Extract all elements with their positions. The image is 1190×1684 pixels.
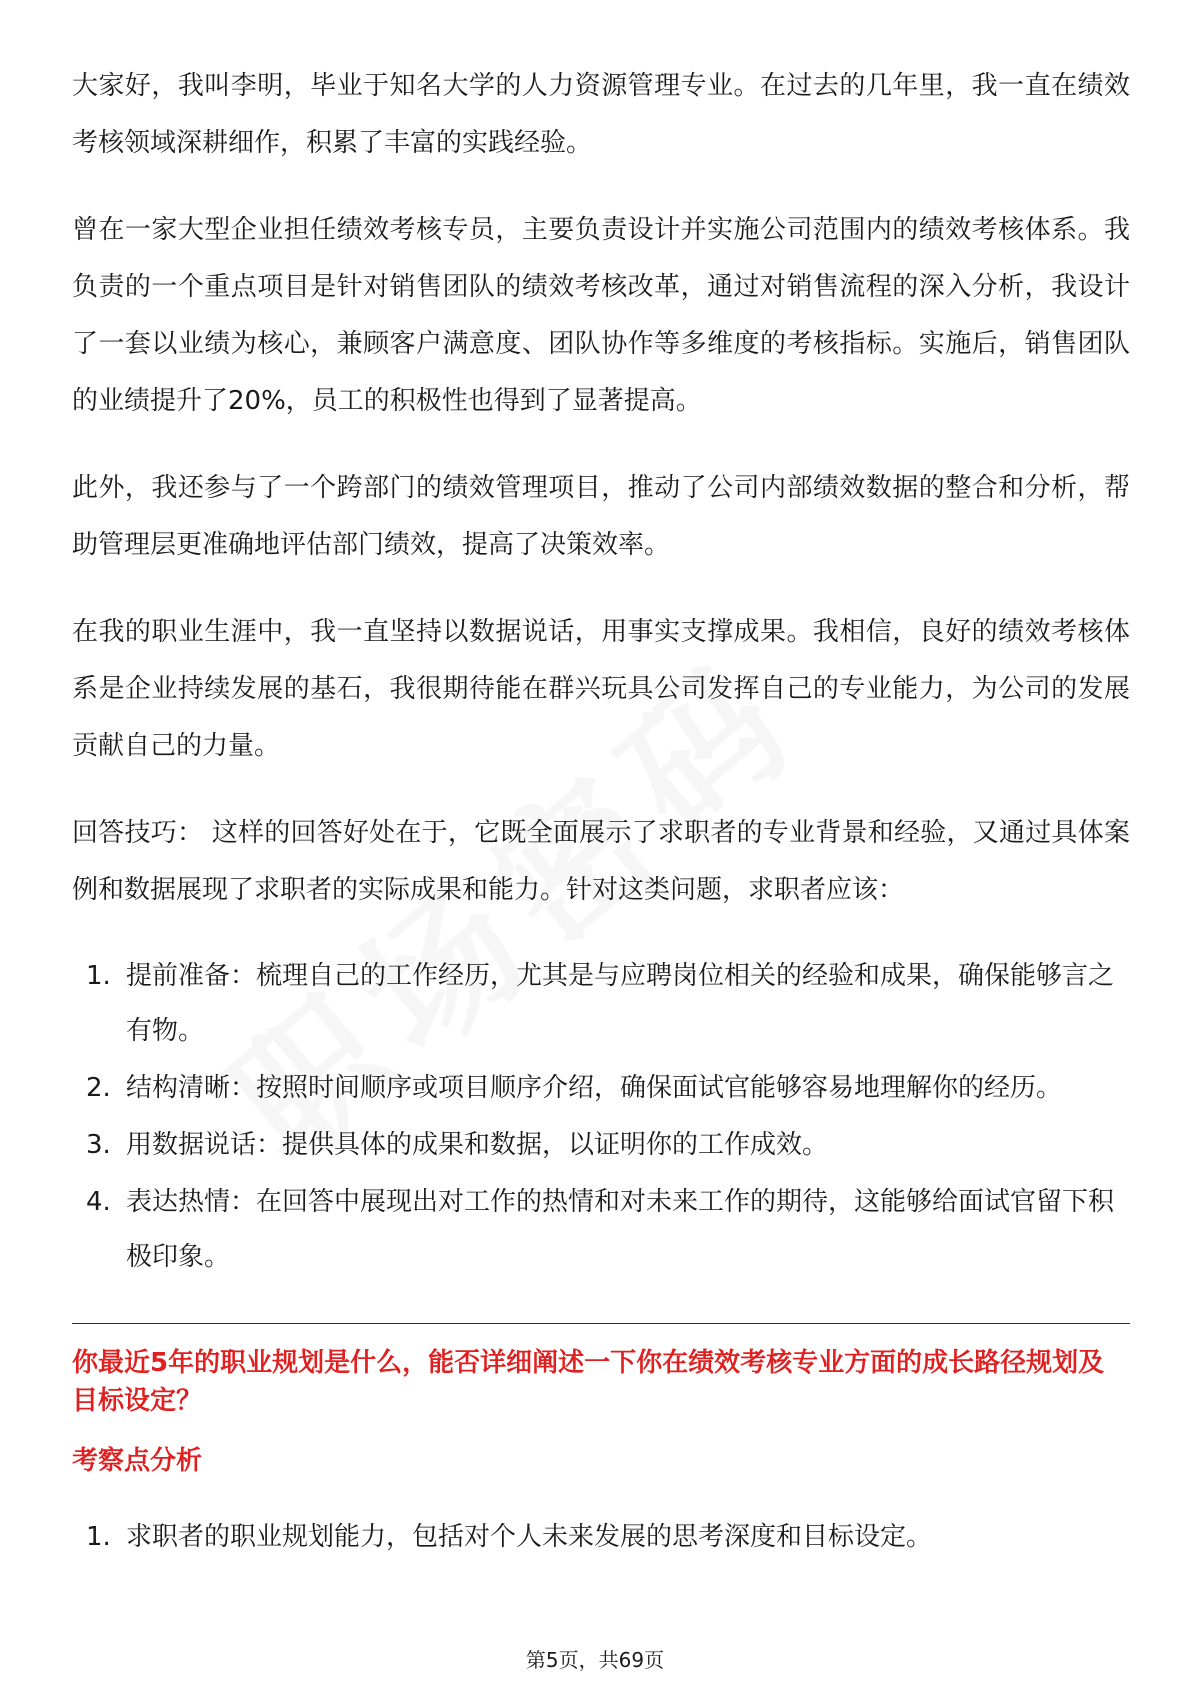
list-item-text: 提前准备：梳理自己的工作经历，尤其是与应聘岗位相关的经验和成果，确保能够言之有物。 [126, 961, 1115, 1046]
list-item-number: 4. [86, 1187, 111, 1217]
list-item [72, 1061, 1130, 1116]
list-item [72, 949, 1130, 1059]
list-item-number: 1. [86, 961, 111, 991]
list-item [72, 1510, 1130, 1565]
tips-list [72, 949, 1130, 1285]
list-item [72, 1118, 1130, 1173]
list-item-number: 2. [86, 1073, 111, 1103]
section-divider [72, 1323, 1130, 1324]
paragraph-tips-intro: 回答技巧： 这样的回答好处在于，它既全面展示了求职者的专业背景和经验，又通过具体案例和数据展现了求职者的实际成果和能力。针对这类问题，求职者应该： [72, 818, 1130, 905]
question-heading: 你最近5年的职业规划是什么，能否详细阐述一下你在绩效考核专业方面的成长路径规划及目标设定？ [72, 1348, 1105, 1416]
document-body [72, 58, 1130, 1567]
paragraph-project: 此外，我还参与了一个跨部门的绩效管理项目，推动了公司内部绩效数据的整合和分析，帮助管理层更准确地评估部门绩效，提高了决策效率。 [72, 473, 1130, 560]
analysis-heading: 考察点分析 [72, 1446, 203, 1476]
list-item-text: 求职者的职业规划能力，包括对个人未来发展的思考深度和目标设定。 [126, 1522, 933, 1552]
list-item-number: 1. [86, 1522, 111, 1552]
paragraph-career: 在我的职业生涯中，我一直坚持以数据说话，用事实支撑成果。我相信，良好的绩效考核体系是企业持续发展的基石，我很期待能在群兴玩具公司发挥自己的专业能力，为公司的发展贡献自己的力量。 [72, 617, 1130, 761]
paragraph-intro: 大家好，我叫李明，毕业于知名大学的人力资源管理专业。在过去的几年里，我一直在绩效考核领域深耕细作，积累了丰富的实践经验。 [72, 71, 1130, 158]
list-item-text: 结构清晰：按照时间顺序或项目顺序介绍，确保面试官能够容易地理解你的经历。 [126, 1073, 1063, 1103]
list-item-text: 表达热情：在回答中展现出对工作的热情和对未来工作的期待，这能够给面试官留下积极印象。 [126, 1187, 1115, 1272]
list-item-text: 用数据说话：提供具体的成果和数据，以证明你的工作成效。 [126, 1130, 829, 1160]
list-item-number: 3. [86, 1130, 111, 1160]
analysis-list [72, 1510, 1130, 1565]
list-item [72, 1175, 1130, 1285]
paragraph-experience: 曾在一家大型企业担任绩效考核专员，主要负责设计并实施公司范围内的绩效考核体系。我负责的一个重点项目是针对销售团队的绩效考核改革，通过对销售流程的深入分析，我设计了一套以业绩为核心，兼顾客户满意度、团队协作等多维度的考核指标。实施后，销售团队的业绩提升了20%，员工的积极性也得到了显著提高。 [72, 215, 1130, 416]
page-number: 第5页，共69页 [525, 1648, 665, 1672]
